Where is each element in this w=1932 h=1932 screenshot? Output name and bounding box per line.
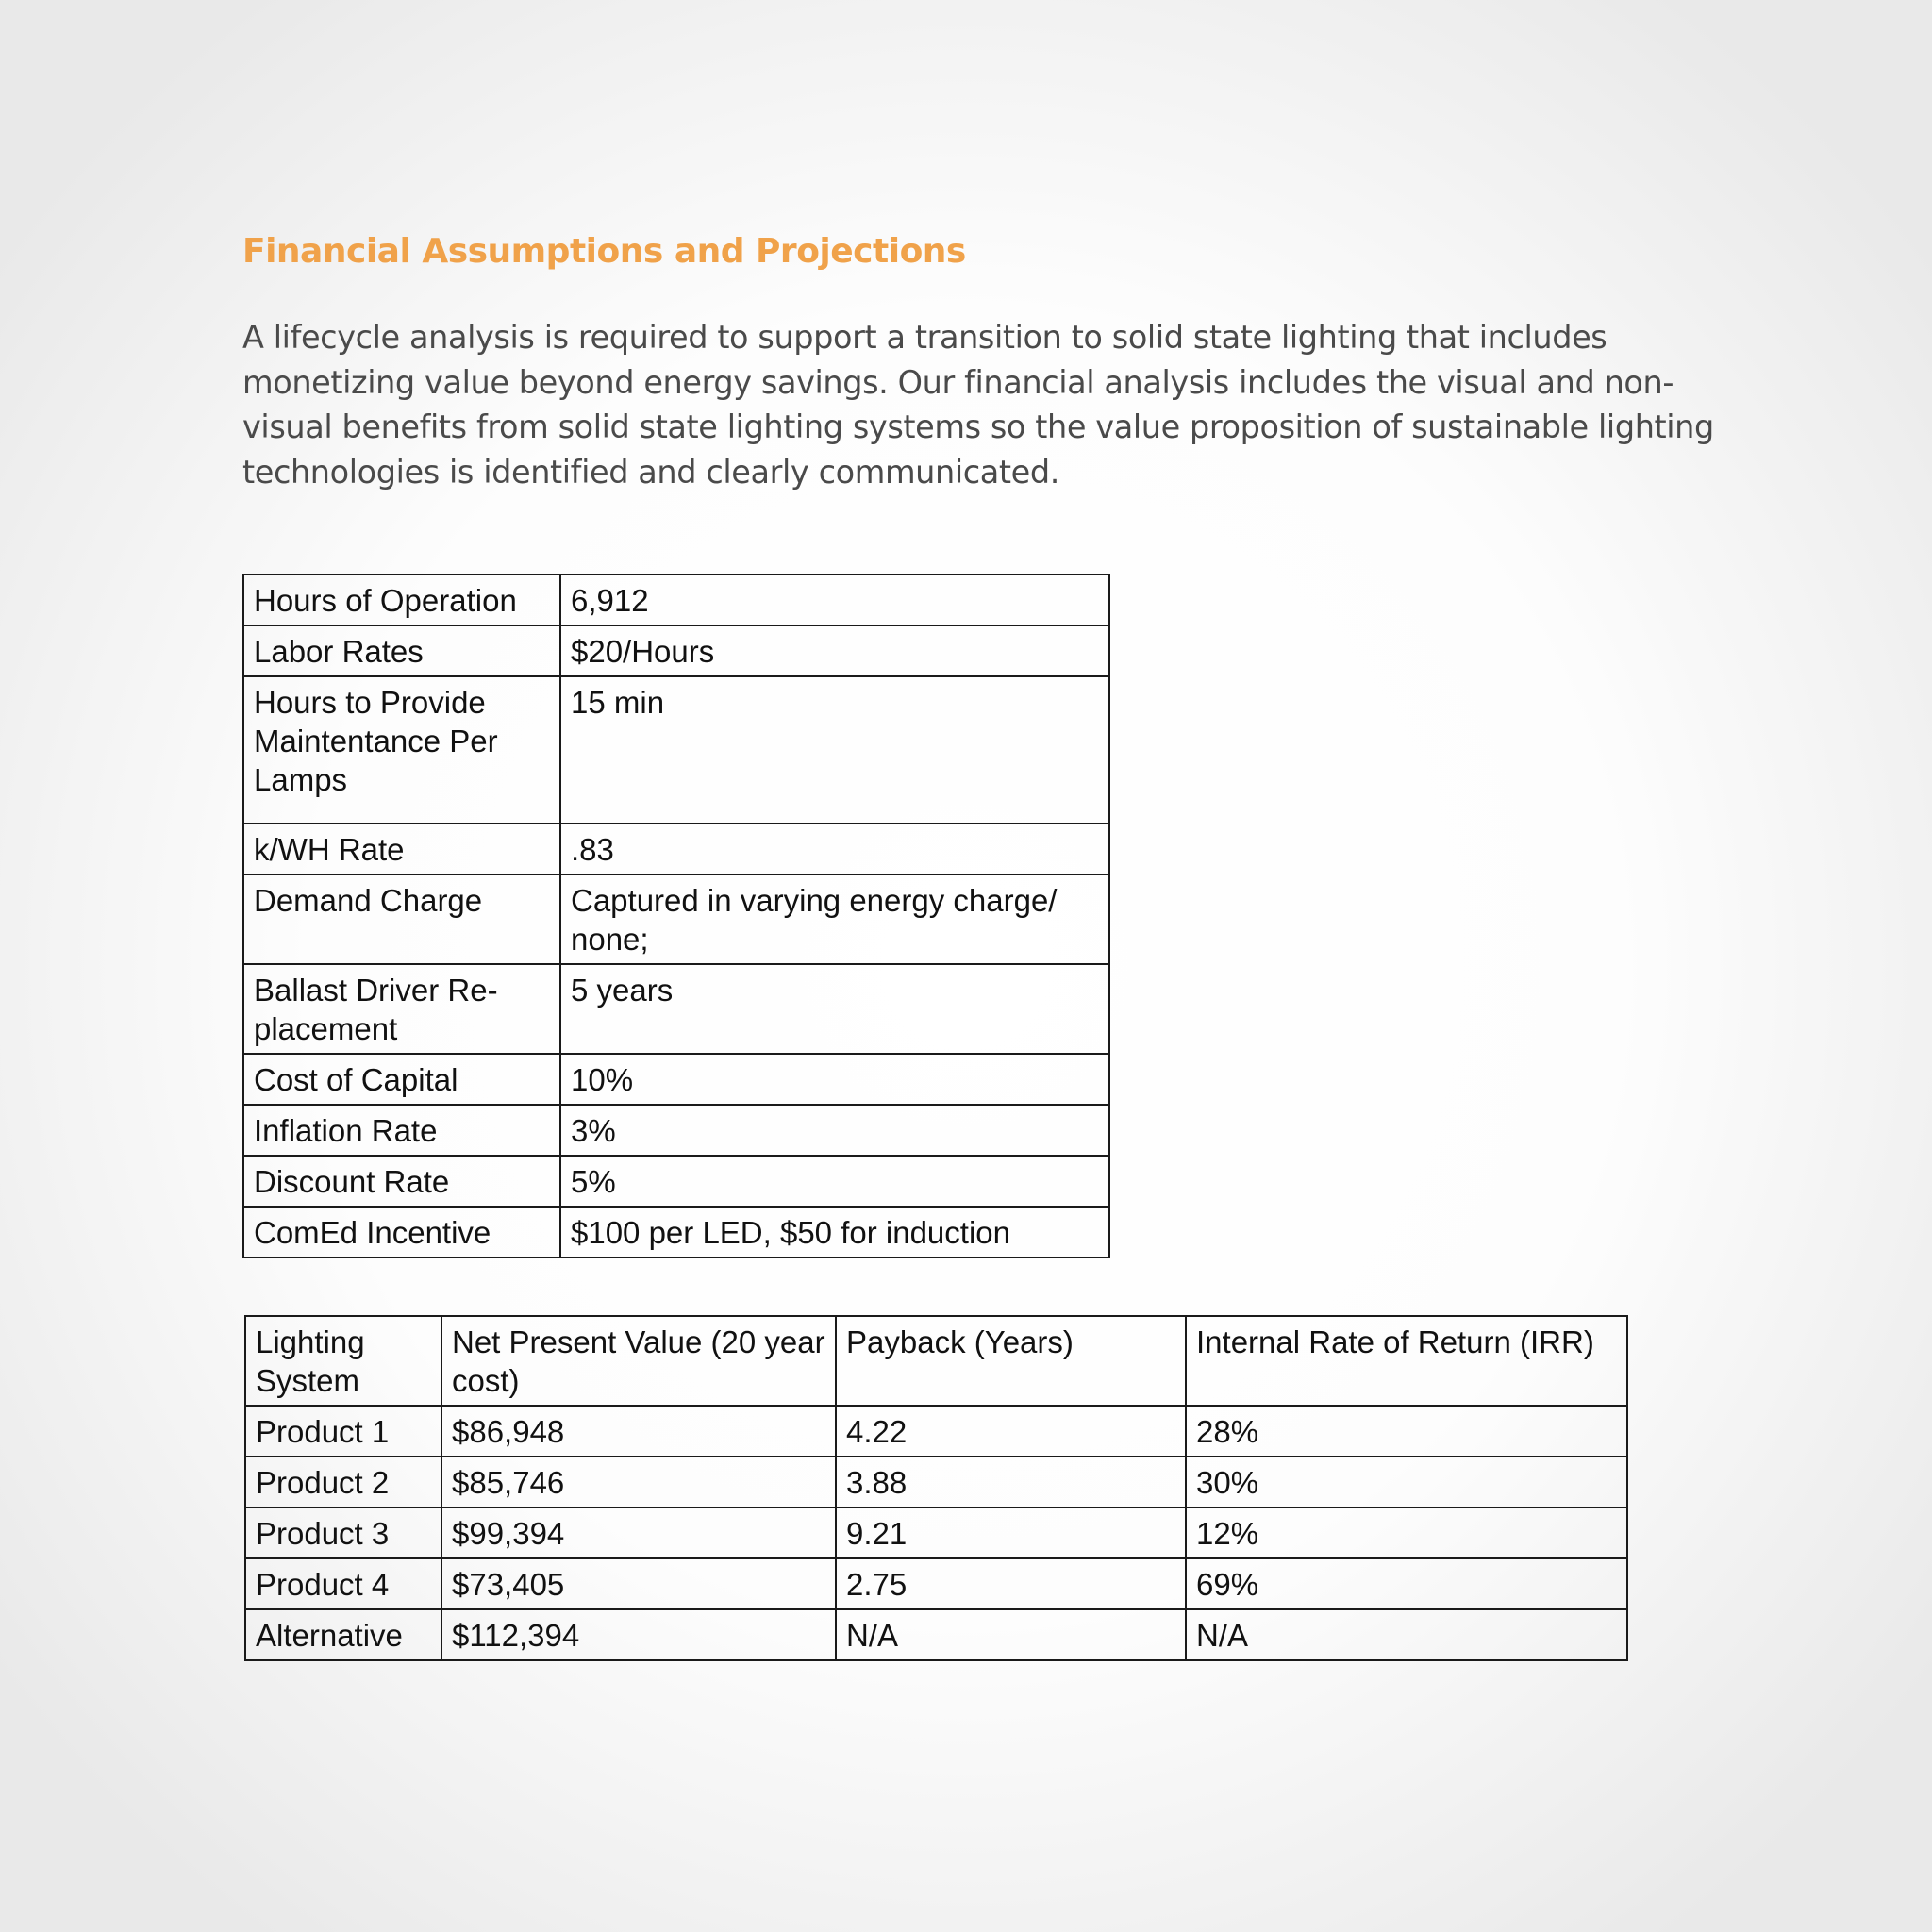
assumption-label: Hours of Operation xyxy=(243,575,560,625)
assumptions-table xyxy=(242,574,1110,1258)
cell-irr: 28% xyxy=(1186,1406,1627,1457)
table-row xyxy=(243,824,1109,874)
cell-lighting-system: Product 3 xyxy=(245,1507,441,1558)
table-row xyxy=(243,575,1109,625)
column-header-lighting-system: Lighting System xyxy=(245,1316,441,1406)
assumption-label: Discount Rate xyxy=(243,1156,560,1207)
cell-net-present-value: $99,394 xyxy=(441,1507,836,1558)
assumption-value: $20/Hours xyxy=(560,625,1109,676)
cell-payback: 3.88 xyxy=(836,1457,1186,1507)
cell-payback: 4.22 xyxy=(836,1406,1186,1457)
cell-net-present-value: $73,405 xyxy=(441,1558,836,1609)
assumption-value: .83 xyxy=(560,824,1109,874)
assumption-value: 3% xyxy=(560,1105,1109,1156)
table-row xyxy=(245,1609,1627,1660)
table-row xyxy=(243,1156,1109,1207)
assumption-label: ComEd Incentive xyxy=(243,1207,560,1257)
cell-lighting-system: Alternative xyxy=(245,1609,441,1660)
cell-net-present-value: $85,746 xyxy=(441,1457,836,1507)
results-table xyxy=(244,1315,1628,1661)
assumption-value: Captured in varying energy charge/ none; xyxy=(560,874,1109,964)
assumption-label: Cost of Capital xyxy=(243,1054,560,1105)
cell-net-present-value: $112,394 xyxy=(441,1609,836,1660)
assumption-value: 6,912 xyxy=(560,575,1109,625)
table-header-row xyxy=(245,1316,1627,1406)
cell-lighting-system: Product 1 xyxy=(245,1406,441,1457)
cell-irr: 69% xyxy=(1186,1558,1627,1609)
table-row xyxy=(245,1406,1627,1457)
cell-payback: N/A xyxy=(836,1609,1186,1660)
table-row xyxy=(243,1054,1109,1105)
assumption-value: 10% xyxy=(560,1054,1109,1105)
assumption-value: 5% xyxy=(560,1156,1109,1207)
assumption-label: Hours to Provide Maintentance Per Lamps xyxy=(243,676,560,824)
table-row xyxy=(245,1558,1627,1609)
assumption-label: k/WH Rate xyxy=(243,824,560,874)
assumption-label: Labor Rates xyxy=(243,625,560,676)
section-heading: Financial Assumptions and Projections xyxy=(242,232,966,271)
column-header-payback: Payback (Years) xyxy=(836,1316,1186,1406)
cell-lighting-system: Product 2 xyxy=(245,1457,441,1507)
assumption-label: Ballast Driver Re-placement xyxy=(243,964,560,1054)
table-row xyxy=(245,1457,1627,1507)
assumption-value: 15 min xyxy=(560,676,1109,824)
cell-irr: N/A xyxy=(1186,1609,1627,1660)
table-row xyxy=(243,964,1109,1054)
assumption-label: Inflation Rate xyxy=(243,1105,560,1156)
table-row xyxy=(243,625,1109,676)
cell-payback: 9.21 xyxy=(836,1507,1186,1558)
assumption-value: 5 years xyxy=(560,964,1109,1054)
cell-lighting-system: Product 4 xyxy=(245,1558,441,1609)
table-row xyxy=(243,1207,1109,1257)
cell-irr: 30% xyxy=(1186,1457,1627,1507)
column-header-irr: Internal Rate of Return (IRR) xyxy=(1186,1316,1627,1406)
cell-net-present-value: $86,948 xyxy=(441,1406,836,1457)
assumption-label: Demand Charge xyxy=(243,874,560,964)
table-row xyxy=(245,1507,1627,1558)
column-header-net-present-value: Net Present Value (20 year cost) xyxy=(441,1316,836,1406)
cell-payback: 2.75 xyxy=(836,1558,1186,1609)
table-row xyxy=(243,1105,1109,1156)
assumption-value: $100 per LED, $50 for induction xyxy=(560,1207,1109,1257)
cell-irr: 12% xyxy=(1186,1507,1627,1558)
table-row xyxy=(243,676,1109,824)
intro-paragraph: A lifecycle analysis is required to support a transition to solid state lighting that includes monetizing value beyond energy savings. Our financial analysis includes the visual and non-visual benefits from solid state lighting systems so the value proposition of sustainable lighting technologies is identified and clearly communicated. xyxy=(242,319,1714,491)
table-row xyxy=(243,874,1109,964)
